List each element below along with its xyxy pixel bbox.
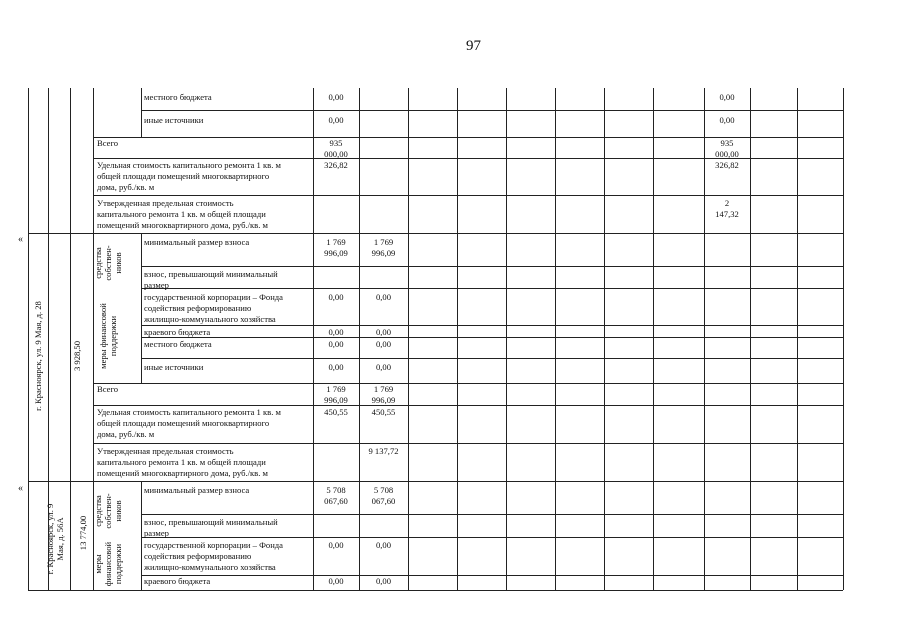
cell-value: 450,55 <box>371 407 396 417</box>
cell-value: 0,00 <box>328 115 344 125</box>
area-bot: 13 774,00 <box>78 515 88 551</box>
row-label: Утвержденная предельная стоимость капитального ремонта 1 кв. м общей площади помещений многоквартирного дома, руб./кв. м <box>97 446 268 478</box>
cell-value: 2 147,32 <box>715 198 739 219</box>
row-label: местного бюджета <box>144 92 212 102</box>
grid-line <box>141 575 843 576</box>
row-label: местного бюджета <box>144 339 212 349</box>
grid-line <box>93 443 843 444</box>
quote-mark-bot: « <box>18 483 23 494</box>
row-label: Удельная стоимость капитального ремонта 1 кв. м общей площади помещений многоквартирного дома, руб./кв. м <box>97 160 281 192</box>
row-label: иные источники <box>144 362 204 372</box>
quote-mark-mid: « <box>18 234 23 245</box>
grid-line <box>141 266 843 267</box>
grid-line <box>28 481 843 482</box>
cell-value: 0,00 <box>719 92 735 102</box>
row-label: минимальный размер взноса <box>144 237 250 247</box>
group-support-mid: меры финансовой поддержки <box>98 303 118 369</box>
grid-line <box>93 383 843 384</box>
row-label: иные источники <box>144 115 204 125</box>
row-label: Всего <box>97 138 119 148</box>
grid-line <box>93 195 843 196</box>
row-label: взнос, превышающий минимальный размер <box>144 269 278 290</box>
cell-value: 326,82 <box>324 160 348 170</box>
cell-value: 450,55 <box>324 407 348 417</box>
row-label: государственной корпорации – Фонда содействия реформированию жилищно-коммунального хозяйства <box>144 292 283 324</box>
cell-value: 0,00 <box>328 576 344 586</box>
address-mid: г. Красноярск, ул. 9 Мая, д. 28 <box>33 301 43 411</box>
group-own-funds-mid: средства собствен- ников <box>93 245 123 281</box>
grid-line <box>93 405 843 406</box>
cell-value: 0,00 <box>375 576 392 586</box>
cell-value: 1 769 996,09 <box>371 384 396 405</box>
cell-value: 0,00 <box>375 339 392 349</box>
cell-value: 5 708 067,60 <box>371 485 396 506</box>
row-label: Утвержденная предельная стоимость капитального ремонта 1 кв. м общей площади помещений многоквартирного дома, руб./кв. м <box>97 198 268 230</box>
grid-line <box>141 110 843 111</box>
cell-value: 0,00 <box>328 540 344 550</box>
grid-line <box>141 88 142 137</box>
cell-value: 0,00 <box>328 339 344 349</box>
grid-line <box>141 233 142 383</box>
group-own-funds-bot: средства собствен- ников <box>93 493 123 529</box>
cell-value: 935 000,00 <box>715 138 739 159</box>
grid-line <box>28 590 843 591</box>
group-support-bot: меры финансовой поддержки <box>93 541 123 587</box>
cell-value: 5 708 067,60 <box>324 485 348 506</box>
row-label: взнос, превышающий минимальный размер <box>144 517 278 538</box>
cell-value: 1 769 996,09 <box>371 237 396 258</box>
cell-value: 0,00 <box>375 292 392 302</box>
cell-value: 0,00 <box>375 540 392 550</box>
grid-line <box>28 233 843 234</box>
cell-value: 1 769 996,09 <box>324 237 348 258</box>
grid-line <box>28 88 29 590</box>
cell-value: 0,00 <box>328 327 344 337</box>
grid-line <box>141 337 843 338</box>
cell-value: 1 769 996,09 <box>324 384 348 405</box>
grid-line <box>843 88 844 590</box>
cell-value: 0,00 <box>328 92 344 102</box>
cell-value: 0,00 <box>719 115 735 125</box>
row-label: Удельная стоимость капитального ремонта 1 кв. м общей площади помещений многоквартирного дома, руб./кв. м <box>97 407 281 439</box>
row-label: минимальный размер взноса <box>144 485 250 495</box>
cell-value: 9 137,72 <box>368 446 399 456</box>
area-mid: 3 928,50 <box>72 340 82 372</box>
grid-line <box>141 325 843 326</box>
cell-value: 935 000,00 <box>324 138 348 159</box>
row-label: государственной корпорации – Фонда содействия реформированию жилищно-коммунального хозяйства <box>144 540 283 572</box>
grid-line <box>141 358 843 359</box>
cell-value: 326,82 <box>715 160 739 170</box>
row-label: краевого бюджета <box>144 576 211 586</box>
grid-line <box>70 88 71 590</box>
grid-line <box>141 481 142 590</box>
page-number: 97 <box>466 38 481 54</box>
row-label: краевого бюджета <box>144 327 211 337</box>
cell-value: 0,00 <box>375 327 392 337</box>
address-bot: г. Красноярск, ул. 9 Мая, д. 56А <box>45 503 65 575</box>
cell-value: 0,00 <box>328 292 344 302</box>
row-label: Всего <box>97 384 119 394</box>
cell-value: 0,00 <box>328 362 344 372</box>
grid-line <box>141 514 843 515</box>
cell-value: 0,00 <box>375 362 392 372</box>
